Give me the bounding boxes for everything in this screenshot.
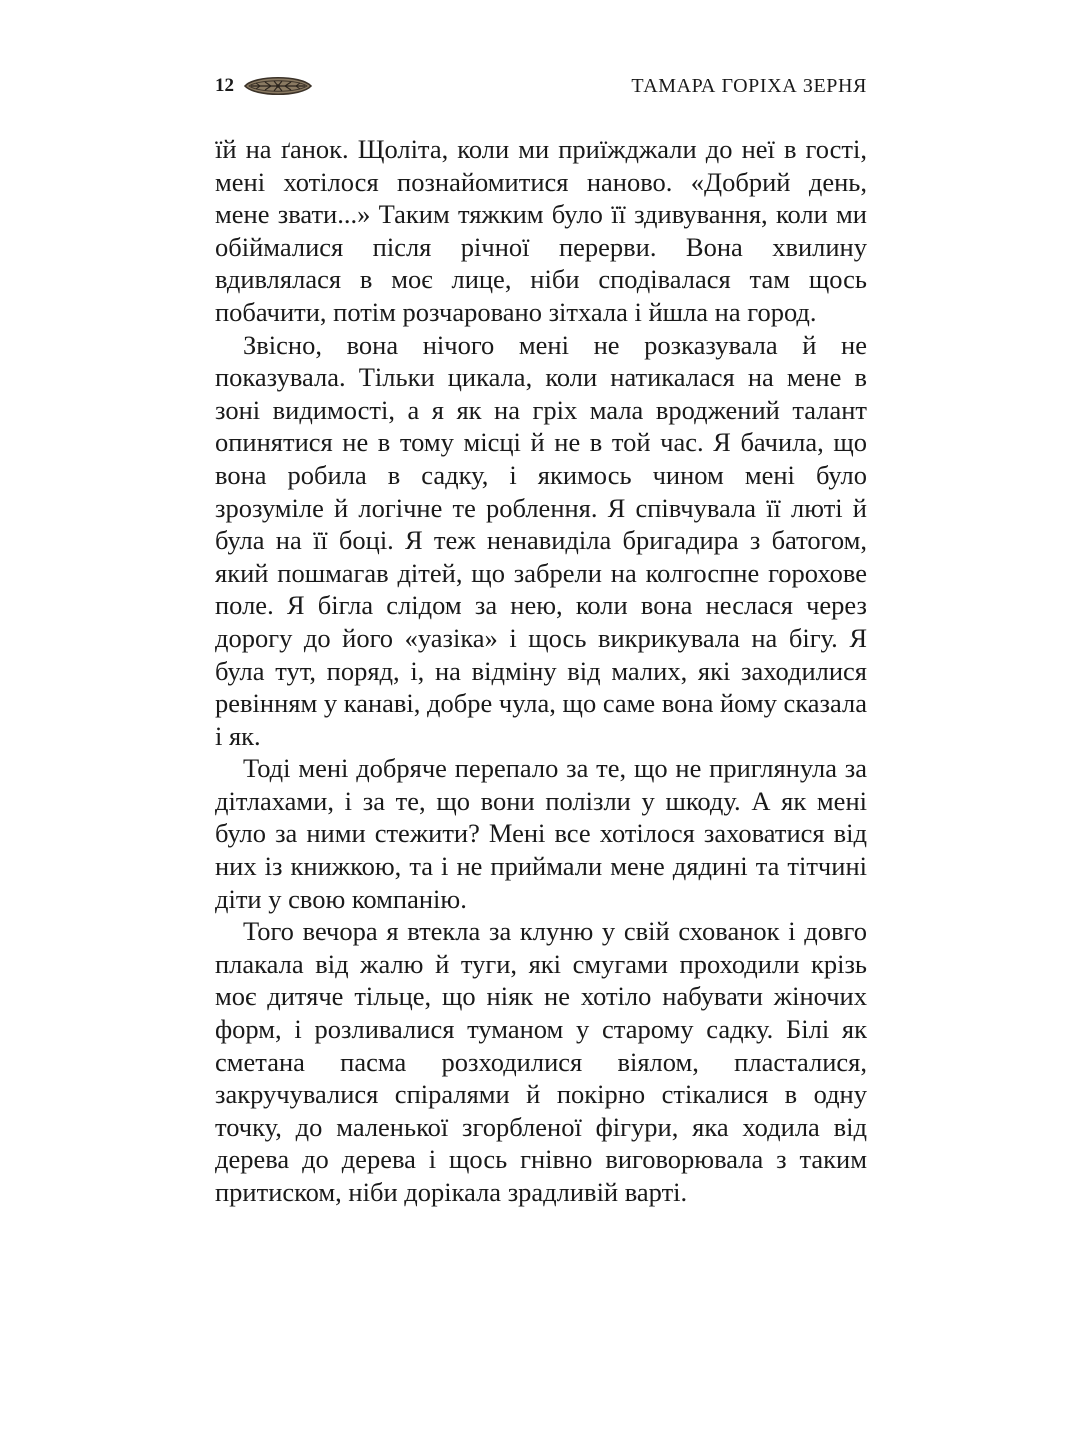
running-title: ТАМАРА ГОРІХА ЗЕРНЯ [631, 75, 867, 97]
page-number: 12 [215, 75, 234, 96]
page-header [215, 70, 867, 104]
ornament-icon [243, 74, 313, 98]
paragraph-3: Тоді мені добряче перепало за те, що не приглянула за дітлахами, і за те, що вони полізли у шкоду. А як мені було за ними стежити? Мені все хотілося заховатися від них із книжкою, та і не приймали мене дядині та тітчині діти у свою компанію. [215, 753, 867, 914]
body-text [215, 133, 867, 1209]
paragraph-2: Звісно, вона нічого мені не розказувала й не показувала. Тільки цикала, коли натикалася на мене в зоні видимості, а я як на гріх мала вроджений талант опинятися не в тому місці й не в той час. Я бачила, що вона робила в садку, і якимось чином мені було зрозуміле й логічне те роблення. Я співчувала її люті й була на її боці. Я теж ненавиділа бригадира з батогом, який пошмагав дітей, що забрели на колгоспне горохове поле. Я бігла слідом за нею, коли вона неслася через дорогу до його «уазіка» і щось викрикувала на бігу. Я була тут, поряд, і, на відміну від малих, які заходилися ревінням у канаві, добре чула, що саме вона йому сказала і як. [215, 329, 867, 751]
paragraph-1: їй на ґанок. Щоліта, коли ми приїжджали до неї в гості, мені хотілося познайомитися наново. «Добрий день, мене звати...» Таким тяжким було її здивування, коли ми обіймалися після річної перерви. Вона хвилину вдивлялася в моє лице, ніби сподівалася там щось побачити, потім розчаровано зітхала і йшла на город. [215, 134, 867, 327]
paragraph-4: Того вечора я втекла за клуню у свій схованок і довго плакала від жалю й туги, які смугами проходили крізь моє дитяче тільце, що ніяк не хотіло набувати жіночих форм, і розливалися туманом у старому садку. Білі як сметана пасма розходилися віялом, пласталися, закручувалися спіралями й покірно стікалися в одну точку, до маленької згорбленої фігури, яка ходила від дерева до дерева і щось гнівно виговорювала з таким притиском, ніби дорікала зрадливій варті. [215, 916, 867, 1207]
